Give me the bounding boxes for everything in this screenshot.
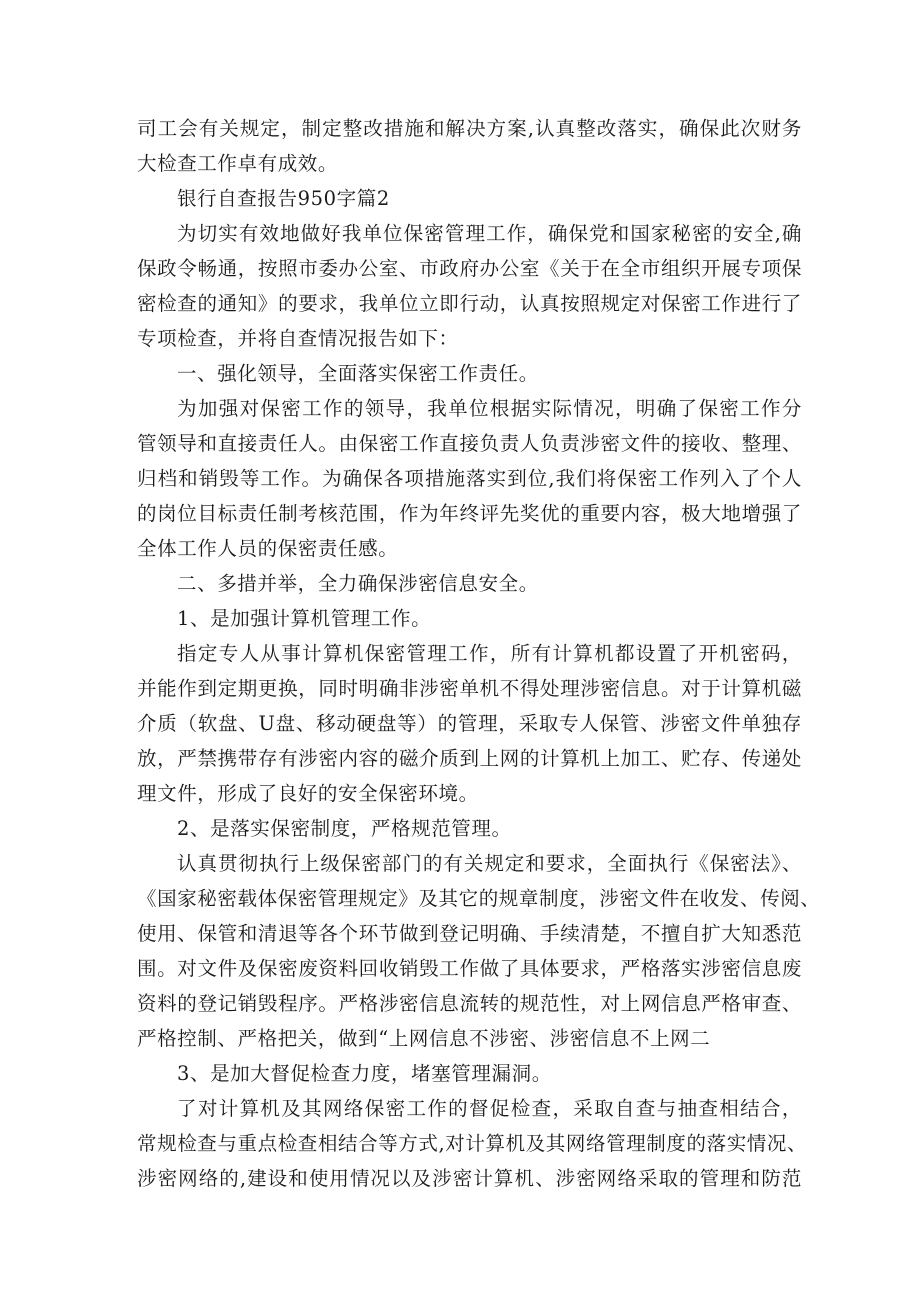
- subheading: 二、多措并举，全力确保涉密信息安全。: [177, 572, 539, 595]
- subheading: 2、是落实保密制度，严格规范管理。: [177, 817, 512, 840]
- text-line: 认真贯彻执行上级保密部门的有关规定和要求，全面执行《保密法》、: [177, 852, 802, 875]
- text-line: 《国家秘密载体保密管理规定》及其它的规章制度，涉密文件在收发、传阅、: [137, 887, 821, 910]
- text-line: 司工会有关规定，制定整改措施和解决方案,认真整改落实，确保此次财务: [137, 117, 802, 140]
- text-line: 归档和销毁等工作。为确保各项措施落实到位,我们将保密工作列入了个人: [137, 467, 802, 490]
- text-line: 管领导和直接责任人。由保密工作直接负责人负责涉密文件的接收、整理、: [137, 432, 802, 455]
- text-line: 理文件，形成了良好的安全保密环境。: [137, 782, 479, 805]
- text-line: 为加强对保密工作的领导，我单位根据实际情况，明确了保密工作分: [177, 397, 802, 420]
- text-line: 围。对文件及保密废资料回收销毁工作做了具体要求，严格落实涉密信息废: [137, 957, 802, 980]
- text-line: 指定专人从事计算机保密管理工作，所有计算机都设置了开机密码，: [177, 642, 802, 665]
- subheading: 一、强化领导，全面落实保密工作责任。: [177, 362, 539, 385]
- subheading: 3、是加大督促检查力度，堵塞管理漏洞。: [177, 1062, 552, 1085]
- text-line: 保政令畅通，按照市委办公室、市政府办公室《关于在全市组织开展专项保: [137, 257, 802, 280]
- subheading: 1、是加强计算机管理工作。: [177, 607, 432, 630]
- section-heading: 银行自查报告950字篇2: [177, 187, 390, 210]
- text-line: 涉密网络的,建设和使用情况以及涉密计算机、涉密网络采取的管理和防范: [137, 1167, 802, 1190]
- text-line: 的岗位目标责任制考核范围，作为年终评先奖优的重要内容，极大地增强了: [137, 502, 802, 525]
- text-line: 介质（软盘、U盘、移动硬盘等）的管理，采取专人保管、涉密文件单独存: [137, 712, 802, 735]
- text-line: 严格控制、严格把关，做到“上网信息不涉密、涉密信息不上网二: [137, 1027, 711, 1050]
- text-line: 常规检查与重点检查相结合等方式,对计算机及其网络管理制度的落实情况、: [137, 1132, 808, 1155]
- text-line: 了对计算机及其网络保密工作的督促检查，采取自查与抽查相结合，: [177, 1097, 802, 1120]
- text-line: 大检查工作卓有成效。: [137, 152, 339, 175]
- text-line: 为切实有效地做好我单位保密管理工作，确保党和国家秘密的安全,确: [177, 222, 802, 245]
- text-line: 专项检查，并将自查情况报告如下：: [137, 327, 459, 350]
- text-line: 放，严禁携带存有涉密内容的磁介质到上网的计算机上加工、贮存、传递处: [137, 747, 802, 770]
- text-line: 使用、保管和清退等各个环节做到登记明确、手续清楚，不擅自扩大知悉范: [137, 922, 802, 945]
- text-line: 资料的登记销毁程序。严格涉密信息流转的规范性，对上网信息严格审查、: [137, 992, 802, 1015]
- text-line: 密检查的通知》的要求，我单位立即行动，认真按照规定对保密工作进行了: [137, 292, 802, 315]
- text-line: 并能作到定期更换，同时明确非涉密单机不得处理涉密信息。对于计算机磁: [137, 677, 802, 700]
- text-line: 全体工作人员的保密责任感。: [137, 537, 399, 560]
